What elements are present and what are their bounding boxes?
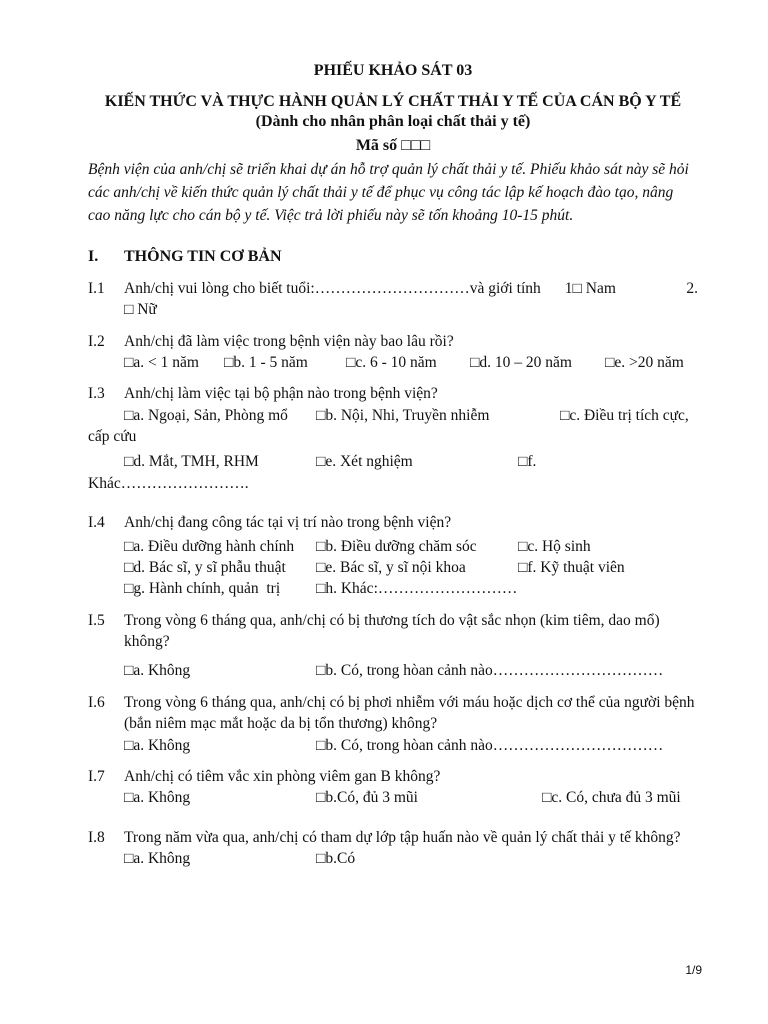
option-checkbox[interactable]: □c. Hộ sinh (518, 537, 591, 555)
question-3 (88, 383, 698, 494)
question-text: Trong vòng 6 tháng qua, anh/chị có bị thương tích do vật sắc nhọn (kim tiêm, dao mổ) không? (124, 611, 660, 651)
question-4 (88, 512, 698, 600)
intro-paragraph: Bệnh viện của anh/chị sẽ triển khai dự án hỗ trợ quản lý chất thải y tế. Phiếu khảo sát này sẽ hỏi các anh/chị về kiến thức quản lý chất thải y tế để phục vụ công tác lập kế hoạch đào tạo, nâng cao năng lực cho cán bộ y tế. Việc trả lời phiếu này sẽ tốn khoảng 10-15 phút. (88, 160, 689, 225)
question-8 (88, 827, 698, 870)
option-checkbox[interactable]: □f. (518, 453, 537, 471)
question-number: I.4 (88, 514, 105, 532)
question-6 (88, 692, 698, 756)
code-label: Mã số □□□ (355, 136, 431, 154)
option-checkbox[interactable]: □b. Nội, Nhi, Truyền nhiễm (316, 406, 490, 424)
question-number: I.8 (88, 828, 105, 846)
option-checkbox[interactable]: □b. Có, trong hòan cảnh nào…………………………… (316, 736, 664, 754)
gender-female-number: 2. (686, 279, 698, 297)
section-number: I. (88, 247, 99, 265)
section-heading (88, 246, 698, 268)
option-checkbox[interactable]: □d. 10 – 20 năm (470, 353, 572, 371)
question-number: I.5 (88, 611, 105, 629)
question-number: I.1 (88, 279, 105, 297)
option-checkbox[interactable]: □a. Không (124, 736, 191, 754)
question-7 (88, 766, 698, 809)
question-2 (88, 331, 698, 374)
option-checkbox[interactable]: □e. Bác sĩ, y sĩ nội khoa (316, 558, 466, 576)
gender-male-checkbox[interactable]: 1□ Nam (564, 279, 616, 297)
question-1 (88, 278, 698, 321)
option-checkbox[interactable]: □b. Điều dưỡng chăm sóc (316, 537, 477, 555)
question-number: I.6 (88, 693, 105, 711)
gender-female-checkbox[interactable]: □ Nữ (124, 301, 157, 319)
option-checkbox[interactable]: □h. Khác:……………………… (316, 580, 518, 598)
option-checkbox[interactable]: □d. Bác sĩ, y sĩ phẫu thuật (124, 558, 286, 576)
option-checkbox[interactable]: □b.Có (316, 850, 356, 868)
option-checkbox[interactable]: □d. Mắt, TMH, RHM (124, 453, 259, 471)
question-number: I.2 (88, 332, 105, 350)
option-checkbox[interactable]: □e. Xét nghiệm (316, 453, 413, 471)
question-number: I.3 (88, 385, 105, 403)
option-checkbox[interactable]: □a. Không (124, 662, 191, 680)
main-title: KIẾN THỨC VÀ THỰC HÀNH QUẢN LÝ CHẤT THẢI Y TẾ CỦA CÁN BỘ Y TẾ (104, 93, 682, 111)
subtitle: (Dành cho nhân phân loại chất thải y tế) (255, 113, 531, 131)
option-checkbox[interactable]: □b. Có, trong hòan cảnh nào…………………………… (316, 662, 664, 680)
option-checkbox[interactable]: □a. Điều dưỡng hành chính (124, 537, 295, 555)
option-checkbox[interactable]: □g. Hành chính, quản trị (124, 580, 281, 598)
form-title: PHIẾU KHẢO SÁT 03 (313, 62, 473, 79)
page-number: 1/9 (685, 963, 702, 977)
option-checkbox[interactable]: □a. < 1 năm (124, 353, 199, 371)
option-checkbox[interactable]: □b. 1 - 5 năm (224, 353, 308, 371)
question-number: I.7 (88, 767, 105, 785)
option-checkbox[interactable]: □c. Điều trị tích cực, (560, 406, 689, 424)
option-checkbox[interactable]: □e. >20 năm (605, 353, 684, 371)
option-checkbox[interactable]: □a. Không (124, 789, 191, 807)
question-text: Anh/chị có tiêm vắc xin phòng viêm gan B không? (124, 767, 441, 785)
question-text: Anh/chị đang công tác tại vị trí nào trong bệnh viện? (124, 514, 452, 532)
section-title: THÔNG TIN CƠ BẢN (124, 247, 282, 265)
question-text: Anh/chị đã làm việc trong bệnh viện này bao lâu rồi? (124, 332, 454, 350)
option-checkbox[interactable]: □f. Kỹ thuật viên (518, 558, 625, 576)
question-5 (88, 610, 698, 682)
option-checkbox[interactable]: □b.Có, đủ 3 mũi (316, 789, 418, 807)
question-text: Anh/chị làm việc tại bộ phận nào trong bệnh viện? (124, 385, 438, 403)
option-continuation: cấp cứu (88, 428, 137, 446)
question-text: Trong năm vừa qua, anh/chị có tham dự lớp tập huấn nào về quản lý chất thải y tế không? (124, 828, 681, 846)
option-checkbox[interactable]: □a. Không (124, 850, 191, 868)
option-continuation: Khác……………………. (88, 474, 249, 492)
option-checkbox[interactable]: □c. Có, chưa đủ 3 mũi (542, 789, 681, 807)
option-checkbox[interactable]: □c. 6 - 10 năm (346, 353, 437, 371)
option-checkbox[interactable]: □a. Ngoại, Sản, Phòng mổ (124, 406, 288, 424)
question-text: Trong vòng 6 tháng qua, anh/chị có bị phơi nhiễm với máu hoặc dịch cơ thể của người bệnh (bắn niêm mạc mắt hoặc da bị tổn thương) không? (124, 693, 695, 733)
survey-page (88, 60, 698, 879)
question-text: Anh/chị vui lòng cho biết tuổi:…………………………và giới tính (124, 279, 541, 297)
